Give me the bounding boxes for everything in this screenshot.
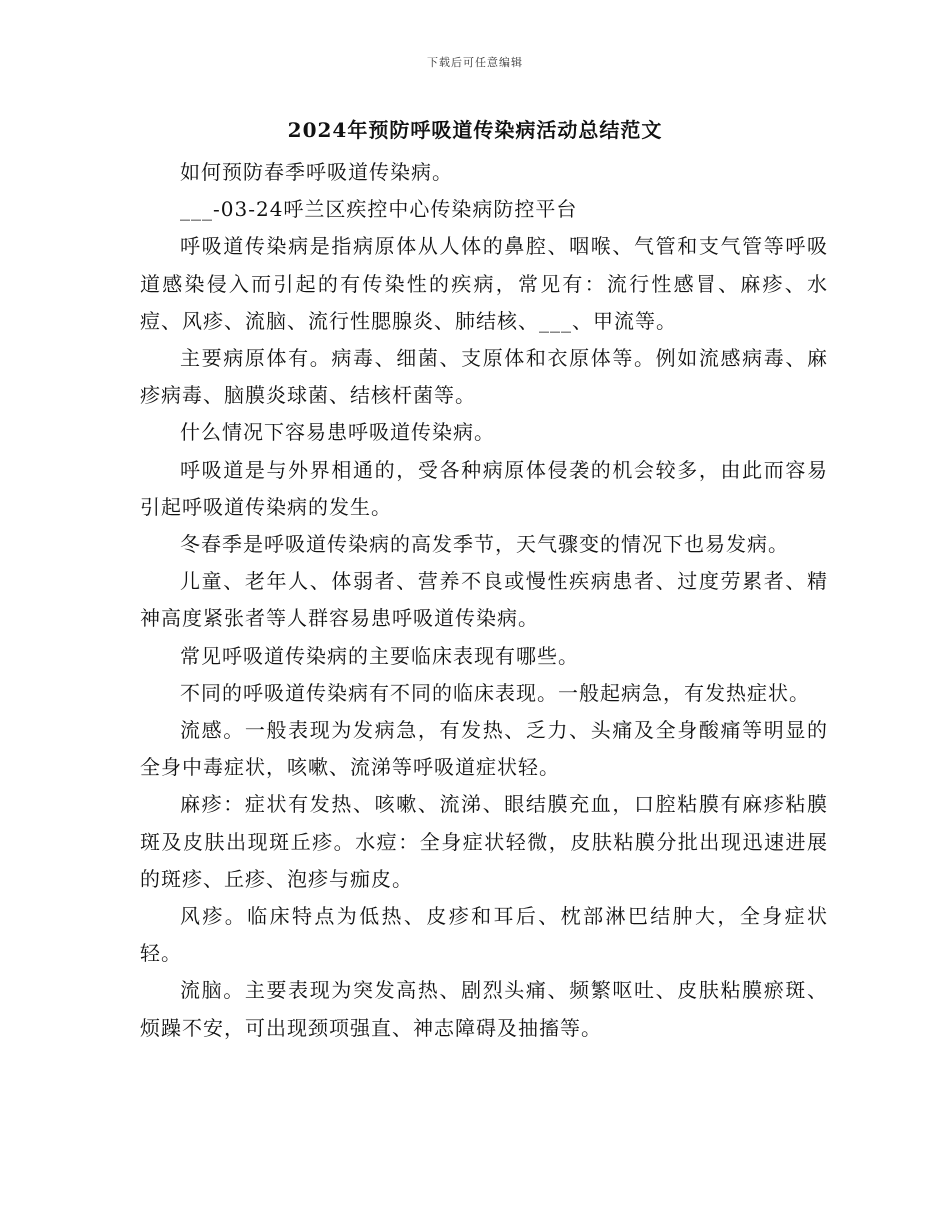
paragraph: ___-03-24呼兰区疾控中心传染病防控平台 [180,197,578,222]
paragraph: 风疹。临床特点为低热、皮疹和耳后、枕部淋巴结肿大，全身症状轻。 [140,904,828,966]
paragraph: 呼吸道是与外界相通的，受各种病原体侵袭的机会较多，由此而容易引起呼吸道传染病的发生。 [140,457,828,519]
paragraph: 不同的呼吸道传染病有不同的临床表现。一般起病急，有发热症状。 [180,680,810,705]
paragraph: 常见呼吸道传染病的主要临床表现有哪些。 [180,643,579,668]
paragraph: 冬春季是呼吸道传染病的高发季节，天气骤变的情况下也易发病。 [180,532,789,557]
paragraph: 什么情况下容易患呼吸道传染病。 [180,420,495,445]
paragraph: 主要病原体有。病毒、细菌、支原体和衣原体等。例如流感病毒、麻疹病毒、脑膜炎球菌、结核杆菌等。 [140,346,828,408]
paragraph: 如何预防春季呼吸道传染病。 [180,160,453,184]
paragraph: 麻疹：症状有发热、咳嗽、流涕、眼结膜充血，口腔粘膜有麻疹粘膜斑及皮肤出现斑丘疹。水痘：全身症状轻微，皮肤粘膜分批出现迅速进展的斑疹、丘疹、泡疹与痂皮。 [140,792,828,891]
paragraph: 流脑。主要表现为突发高热、剧烈头痛、频繁呕吐、皮肤粘膜瘀斑、烦躁不安，可出现颈项强直、神志障碍及抽搐等。 [140,978,828,1040]
document-body [140,154,828,1047]
document-title: 2024年预防呼吸道传染病活动总结范文 [287,118,663,142]
paragraph: 流感。一般表现为发病急，有发热、乏力、头痛及全身酸痛等明显的全身中毒症状，咳嗽、流涕等呼吸道症状轻。 [140,718,828,780]
paragraph: 儿童、老年人、体弱者、营养不良或慢性疾病患者、过度劳累者、精神高度紧张者等人群容易患呼吸道传染病。 [140,569,828,631]
paragraph: 呼吸道传染病是指病原体从人体的鼻腔、咽喉、气管和支气管等呼吸道感染侵入而引起的有传染性的疾病，常见有：流行性感冒、麻疹、水痘、风疹、流脑、流行性腮腺炎、肺结核、___、甲流等。 [140,234,828,333]
header-note: 下载后可任意编辑 [427,56,523,69]
